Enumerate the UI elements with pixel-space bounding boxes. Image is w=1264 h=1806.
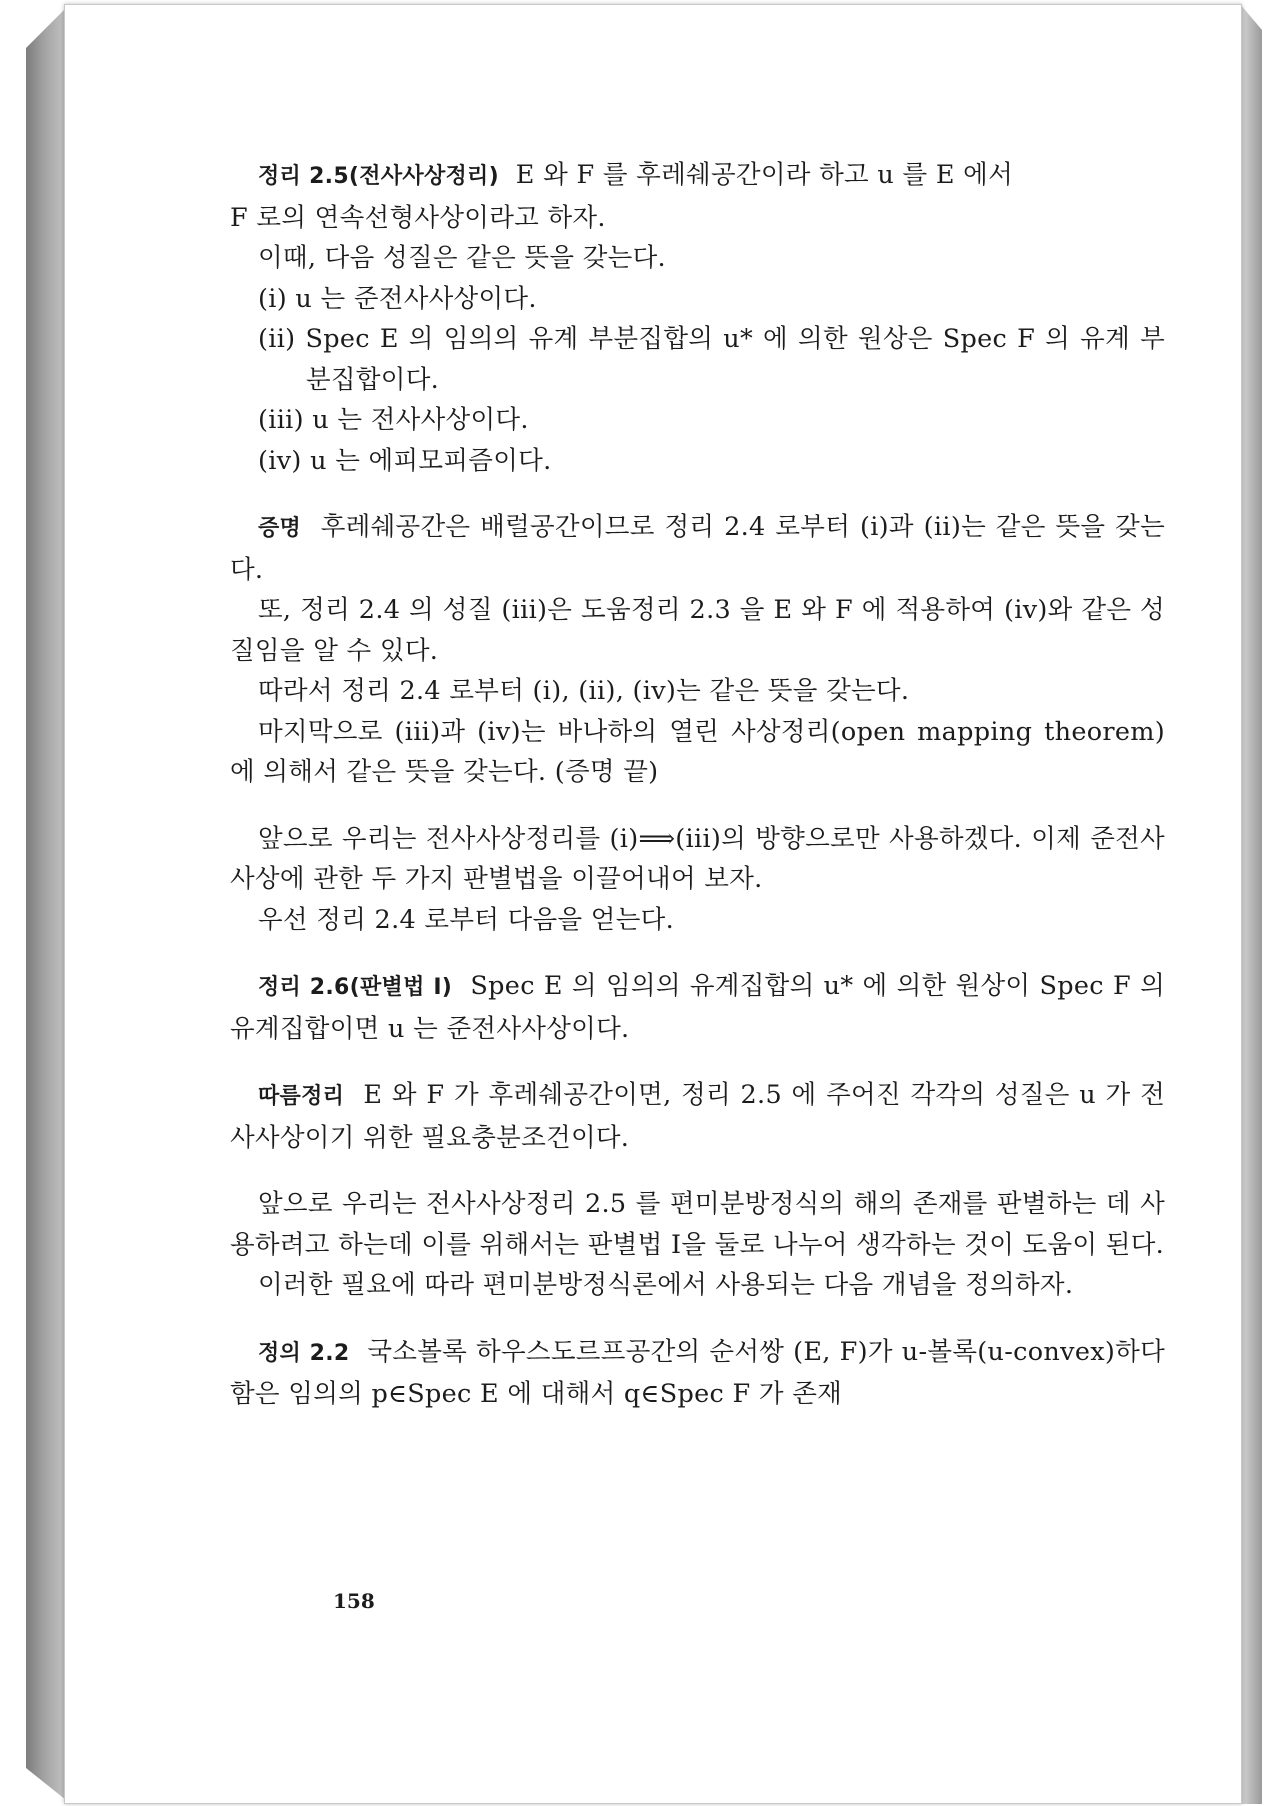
corollary-text: E 와 F 가 후레쉐공간이면, 정리 2.5 에 주어진 각각의 성질은 u 가 전사사상이기 위한 필요충분조건이다. (230, 1080, 1165, 1153)
theorem-2-5-item-3: (iii) u 는 전사사상이다. (258, 405, 529, 435)
body-paragraph-a-2: 우선 정리 2.4 로부터 다음을 얻는다. (258, 904, 675, 935)
theorem-2-5-text-1: E 와 F 를 후레쉐공간이라 하고 u 를 E 에서 (515, 160, 1014, 190)
proof-paragraph-2: 또, 정리 2.4 의 성질 (iii)은 도움정리 2.3 을 E 와 F 에 적용하여 (iv)와 같은 성질임을 알 수 있다. (230, 595, 1165, 666)
theorem-2-5-item-4: (iv) u 는 에피모피즘이다. (258, 445, 552, 476)
page-body (230, 155, 1165, 1415)
body-paragraph-b-2: 이러한 필요에 따라 편미분방정식론에서 사용되는 다음 개념을 정의하자. (258, 1270, 1074, 1300)
page-number: 158 (333, 1589, 375, 1613)
corollary-label: 따름정리 (258, 1084, 345, 1109)
book-page-edge (1240, 4, 1262, 1804)
theorem-2-5-line-1 (230, 155, 1165, 198)
theorem-2-6 (230, 966, 1165, 1049)
theorem-2-5-item-1: (i) u 는 준전사사상이다. (258, 283, 537, 314)
theorem-2-5-item-2: (ii) Spec E 의 임의의 유계 부분집합의 u* 에 의한 원상은 Spec F 의 유계 부분집합이다. (258, 324, 1165, 395)
proof-label: 증명 (258, 516, 302, 541)
theorem-2-6-text: Spec E 의 임의의 유계집합의 u* 에 의한 원상이 Spec F 의 유계집합이면 u 는 준전사사상이다. (230, 971, 1165, 1044)
theorem-2-5-line-2: F 로의 연속선형사상이라고 하자. (230, 202, 606, 233)
proof-paragraph-4: 마지막으로 (iii)과 (iv)는 바나하의 열린 사상정리(open mapping theorem)에 의해서 같은 뜻을 갖는다. (증명 끝) (230, 716, 1165, 787)
definition-2-2-label: 정의 2.2 (258, 1340, 350, 1366)
definition-2-2 (230, 1332, 1165, 1415)
proof-paragraph-3: 따라서 정리 2.4 로부터 (i), (ii), (iv)는 같은 뜻을 갖는다. (258, 676, 910, 706)
definition-2-2-text: 국소볼록 하우스도르프공간의 순서쌍 (E, F)가 u-볼록(u-convex)하다 함은 임의의 p∈Spec E 에 대해서 q∈Spec F 가 존재 (230, 1336, 1166, 1409)
theorem-2-6-label: 정리 2.6(판별법 I) (258, 975, 453, 1000)
theorem-2-5-line-3: 이때, 다음 성질은 같은 뜻을 갖는다. (258, 243, 666, 273)
corollary (230, 1075, 1165, 1158)
theorem-2-5-label: 정리 2.5(전사사상정리) (258, 164, 499, 189)
book-spine-edge (26, 8, 66, 1800)
body-paragraph-b-1: 앞으로 우리는 전사사상정리 2.5 를 편미분방정식의 해의 존재를 판별하는 데 사용하려고 하는데 이를 위해서는 판별법 I을 둘로 나누어 생각하는 것이 도움이 된다. (230, 1189, 1165, 1260)
book-page (64, 4, 1242, 1804)
proof-paragraph-1 (230, 507, 1165, 590)
body-paragraph-a-1: 앞으로 우리는 전사사상정리를 (i)⟹(iii)의 방향으로만 사용하겠다. 이제 준전사사상에 관한 두 가지 판별법을 이끌어내어 보자. (230, 823, 1165, 894)
proof-text-1: 후레쉐공간은 배럴공간이므로 정리 2.4 로부터 (i)과 (ii)는 같은 뜻을 갖는다. (230, 512, 1165, 585)
